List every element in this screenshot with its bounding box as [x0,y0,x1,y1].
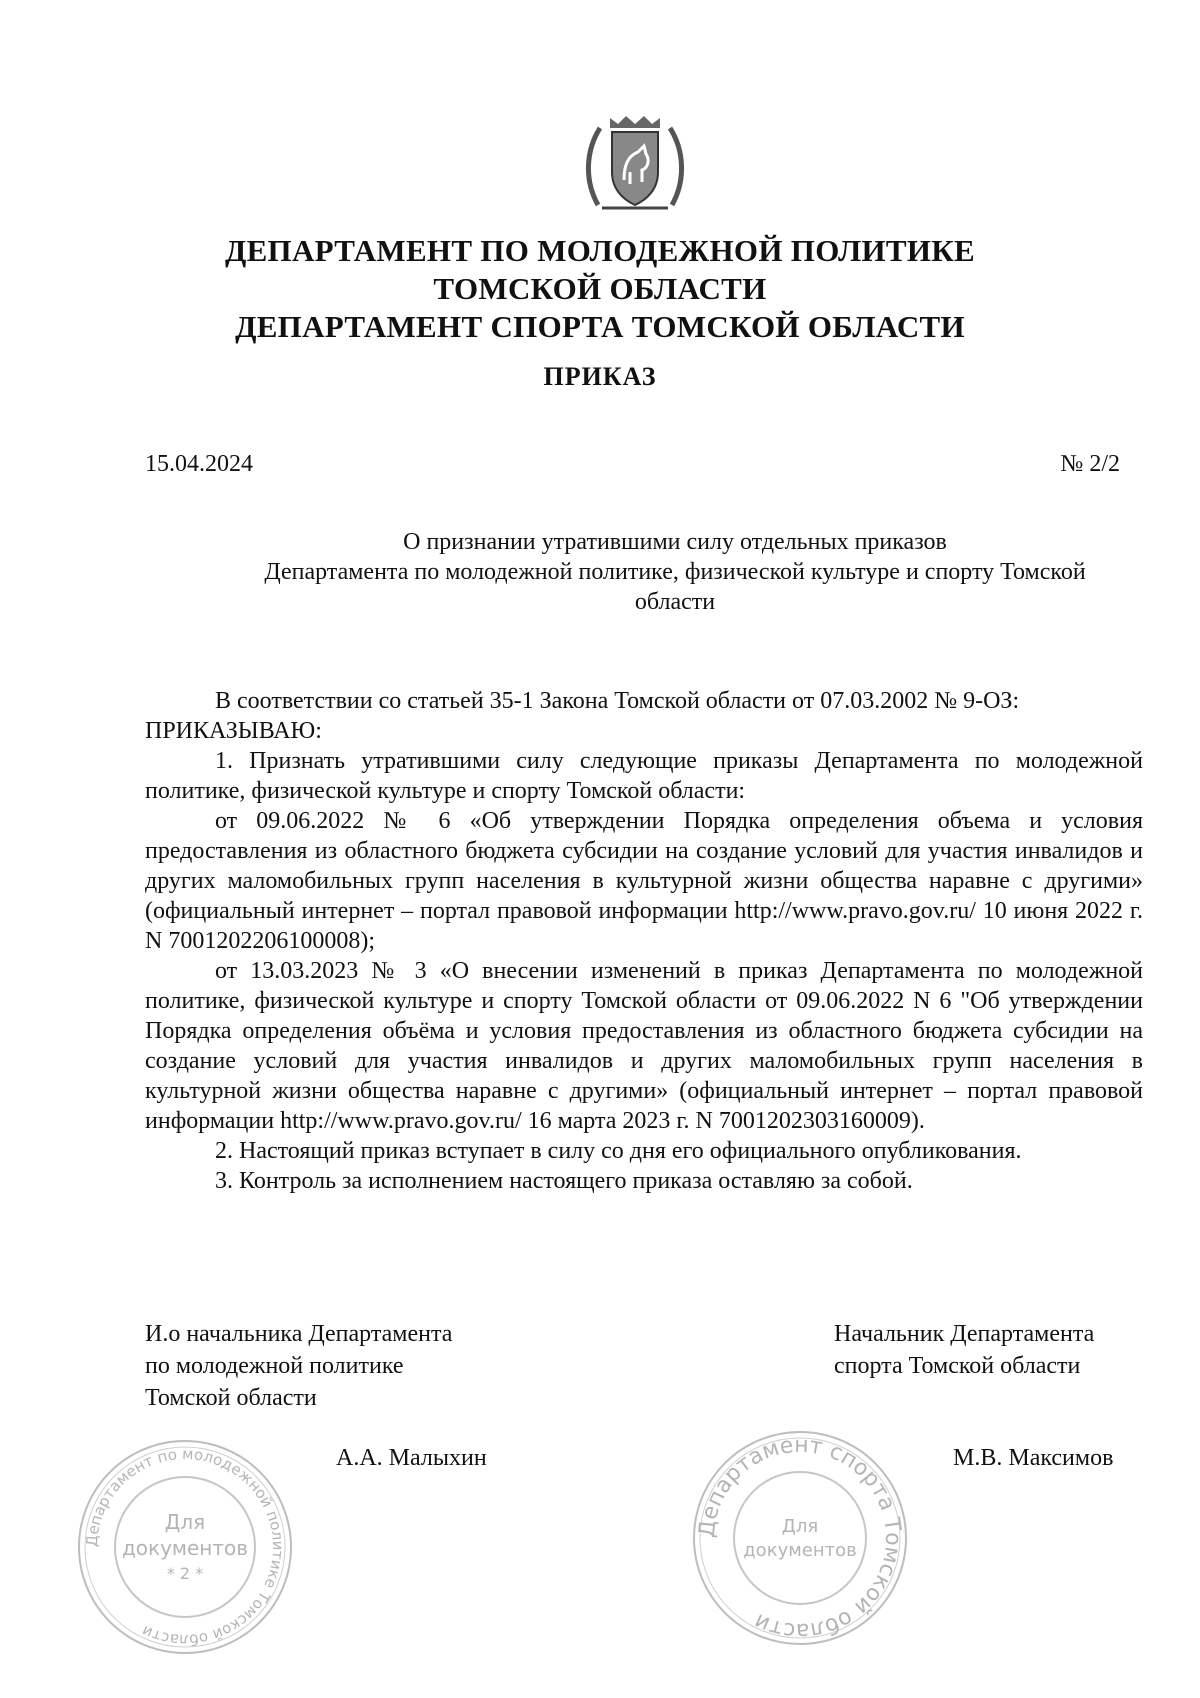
stamp-right-center-1: Для [781,1516,819,1537]
header-line-1: ДЕПАРТАМЕНТ ПО МОЛОДЕЖНОЙ ПОЛИТИКЕ [224,233,976,268]
svg-text:Департамент спорта Томской обл [695,1433,905,1643]
signature-left-line: Томской области [145,1385,317,1411]
body-paragraph: В соответствии со статьей 35-1 Закона Томской области от 07.03.2002 № 9-ОЗ: [215,688,1020,714]
tomsk-coat-of-arms-icon [580,110,690,220]
order-subject [210,527,1140,617]
subject-line-3: области [634,589,716,615]
header-line-2: ТОМСКОЙ ОБЛАСТИ [433,271,767,306]
signature-left-line: по молодежной политике [145,1353,404,1379]
body-paragraph: 3. Контроль за исполнением настоящего приказа оставляю за собой. [215,1168,913,1194]
signature-right-line: спорта Томской области [834,1353,1081,1379]
stamp-left-ring-text: Департамент по молодежной политике Томской области [82,1444,288,1650]
signature-left-name: А.А. Малыхин [336,1445,487,1471]
signature-right-title [834,1318,1094,1382]
stamp-right-center-2: документов [743,1540,857,1561]
stamp-left-center-2: документов [121,1536,249,1560]
order-body [145,686,1143,1196]
subject-line-1: О признании утратившими силу отдельных приказов [403,529,947,555]
signature-left-line: И.о начальника Департамента [145,1321,453,1347]
subject-line-2: Департамента по молодежной политике, физической культуре и спорту Томской [264,559,1086,585]
issuer-header [150,232,1050,346]
signature-right-name: М.В. Максимов [953,1445,1114,1471]
header-line-3: ДЕПАРТАМЕНТ СПОРТА ТОМСКОЙ ОБЛАСТИ [235,309,965,344]
order-number: № 2/2 [1060,451,1120,477]
order-date: 15.04.2024 [145,451,253,477]
order-title: ПРИКАЗ [543,362,657,391]
body-paragraph: ПРИКАЗЫВАЮ: [145,718,322,744]
stamp-right [690,1428,910,1648]
stamp-left-center-1: Для [164,1510,206,1534]
signature-left-title [145,1318,452,1414]
body-paragraph: от 13.03.2023 № 3 «О внесении изменений в приказ Департамента по молодежной политике, физической культуре и спорту Томской области от 09.06.2022 N 6 "Об утверждении Порядка определения объёма и условия предоставления из областного бюджета субсидии на создание условий для участия инвалидов и других маломобильных групп населения в культурной жизни общества наравне с другими» (официальный интернет – портал правовой информации http://www.pravo.gov.ru/ 16 марта 2023 г. N 7001202303160009). [145,958,1143,1134]
body-paragraph: 2. Настоящий приказ вступает в силу со дня его официального опубликования. [215,1138,1022,1164]
signature-right-line: Начальник Департамента [834,1321,1095,1347]
stamp-left-center-3: * 2 * [166,1564,204,1583]
stamp-left [75,1437,295,1657]
stamp-right-ring-text: Департамент спорта Томской области [694,1432,906,1644]
body-paragraph: 1. Признать утратившими силу следующие приказы Департамента по молодежной политике, физической культуре и спорту Томской области: [145,748,1143,804]
body-paragraph: от 09.06.2022 № 6 «Об утверждении Порядка определения объема и условия предоставления из областного бюджета субсидии на создание условий для участия инвалидов и других маломобильных групп населения в культурной жизни общества наравне с другими» (официальный интернет – портал правовой информации http://www.pravo.gov.ru/ 10 июня 2022 г. N 7001202206100008); [145,808,1143,954]
